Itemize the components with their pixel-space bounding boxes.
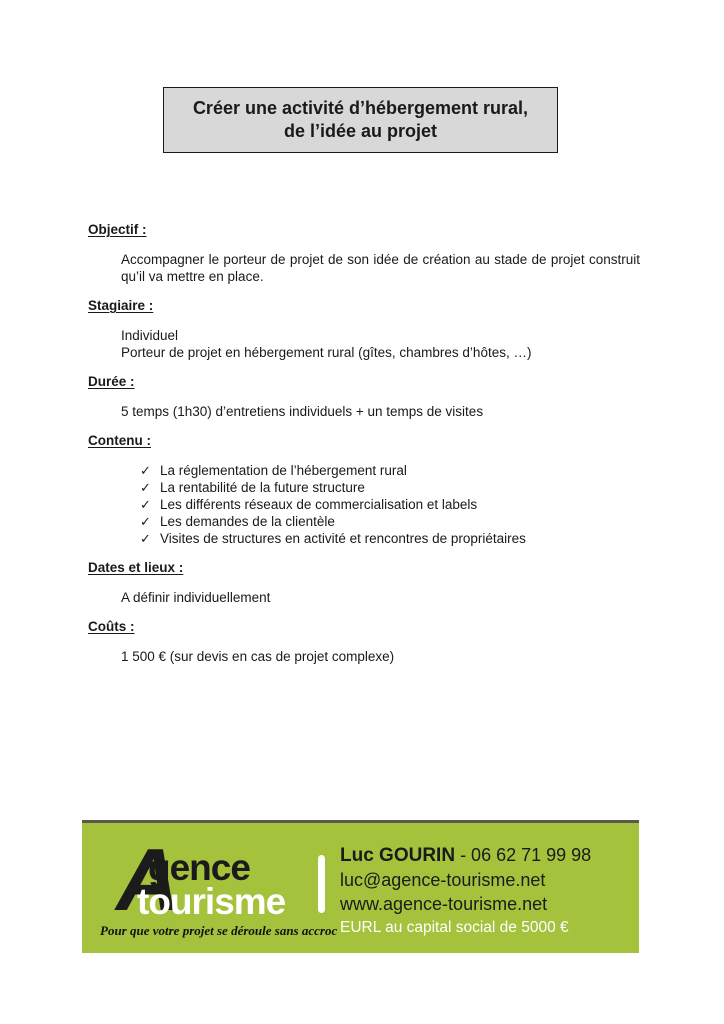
logo-word-gence: gence (148, 847, 250, 888)
section-heading-objectif: Objectif : (88, 222, 147, 237)
section-text-dates-lieux (88, 589, 640, 606)
logo-letter-a: A (116, 830, 176, 929)
section-dates-lieux (88, 559, 640, 606)
list-item (140, 462, 640, 479)
section-text-couts (88, 648, 640, 665)
contact-name-phone (340, 843, 635, 868)
section-duree (88, 373, 640, 420)
list-item-label: Les différents réseaux de commercialisation et labels (160, 497, 478, 512)
footer-banner (82, 820, 639, 953)
contact-website-link[interactable]: www.agence-tourisme.net (340, 894, 548, 914)
check-icon: ✓ (140, 463, 151, 478)
list-item-label: Visites de structures en activité et rencontres de propriétaires (160, 531, 526, 546)
section-text-duree (88, 403, 640, 420)
agence-tourisme-logo (82, 823, 338, 953)
paragraph-line: Individuel (121, 328, 179, 343)
section-heading-contenu: Contenu : (88, 433, 151, 448)
section-couts (88, 618, 640, 665)
section-contenu (88, 432, 640, 547)
paragraph-line: qu’il va mettre en place. (121, 269, 264, 284)
contact-name: Luc GOURIN (340, 845, 456, 866)
contact-legal: EURL au capital social de 5000 € (340, 919, 569, 936)
section-heading-duree: Durée : (88, 374, 135, 389)
contact-email-link[interactable]: luc@agence-tourisme.net (340, 870, 546, 890)
section-objectif (88, 221, 640, 285)
content-checklist (121, 462, 640, 547)
section-stagiaire (88, 297, 640, 361)
section-text-contenu (88, 462, 640, 547)
paragraph-line: Accompagner le porteur de projet de son idée de création au stade de projet construit (121, 252, 640, 267)
list-item (140, 513, 640, 530)
paragraph-line: Porteur de projet en hébergement rural (gîtes, chambres d’hôtes, …) (121, 345, 532, 360)
check-icon: ✓ (140, 514, 151, 529)
list-item (140, 479, 640, 496)
section-text-objectif (88, 251, 640, 285)
contact-phone: - 06 62 71 99 98 (460, 845, 592, 865)
paragraph-line: 5 temps (1h30) d’entretiens individuels + un temps de visites (121, 404, 484, 419)
list-item (140, 496, 640, 513)
paragraph-line: 1 500 € (sur devis en cas de projet complexe) (121, 649, 395, 664)
contact-block (340, 843, 635, 939)
list-item (140, 530, 640, 547)
logo-word-tourisme: tourisme (137, 881, 286, 922)
vertical-divider-bar (318, 855, 325, 913)
list-item-label: La réglementation de l’hébergement rural (160, 463, 407, 478)
section-heading-dates-lieux: Dates et lieux : (88, 560, 184, 575)
list-item-label: Les demandes de la clientèle (160, 514, 335, 529)
page-title-line2: de l’idée au projet (283, 121, 438, 141)
section-heading-stagiaire: Stagiaire : (88, 298, 154, 313)
page-title-line1: Créer une activité d’hébergement rural, (192, 98, 529, 118)
list-item-label: La rentabilité de la future structure (160, 480, 365, 495)
paragraph-line: A définir individuellement (121, 590, 271, 605)
check-icon: ✓ (140, 497, 151, 512)
title-box (163, 87, 558, 153)
section-heading-couts: Coûts : (88, 619, 135, 634)
section-text-stagiaire (88, 327, 640, 361)
logo-tagline: Pour que votre projet se déroule sans accroc (100, 923, 338, 938)
check-icon: ✓ (140, 480, 151, 495)
document-body (88, 221, 640, 677)
check-icon: ✓ (140, 531, 151, 546)
